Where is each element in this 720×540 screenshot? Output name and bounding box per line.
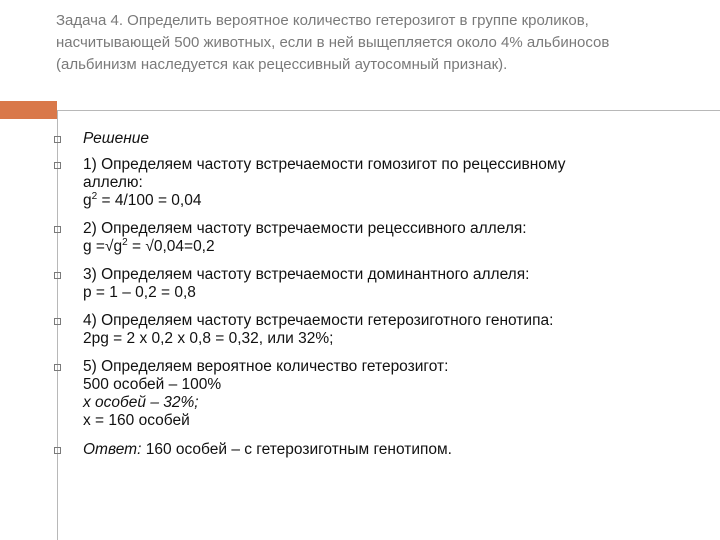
answer-text: 160 особей – с гетерозиготным генотипом.: [141, 441, 452, 458]
step-text: 4) Определяем частоту встречаемости гетерозиготного генотипа:: [83, 312, 554, 329]
square-bullet-icon: [54, 318, 61, 325]
step-text: х = 160 особей: [83, 412, 190, 429]
square-bullet-icon: [54, 364, 61, 371]
step-formula: $g^2 = 4/100 = 0,04$: [83, 190, 202, 209]
solution-heading: Решение: [83, 130, 150, 147]
title-line: насчитывающей 500 животных, если в ней выщепляется около 4% альбиносов: [56, 34, 610, 51]
title-line: Задача 4. Определить вероятное количество гетерозигот в группе кроликов,: [56, 12, 589, 29]
square-bullet-icon: [54, 136, 61, 143]
title-divider: [57, 110, 720, 111]
step-text: 3) Определяем частоту встречаемости доминантного аллеля:: [83, 266, 530, 283]
answer-line: [83, 441, 452, 459]
answer-label: Ответ:: [83, 441, 142, 458]
title-line: (альбинизм наследуется как рецессивный аутосомный признак).: [56, 56, 508, 73]
accent-bar: [0, 101, 57, 119]
step-text: 2) Определяем частоту встречаемости рецессивного аллеля:: [83, 220, 527, 237]
square-bullet-icon: [54, 226, 61, 233]
slide-title: [56, 10, 706, 76]
square-bullet-icon: [54, 162, 61, 169]
step-text: 5) Определяем вероятное количество гетерозигот:: [83, 358, 449, 375]
square-bullet-icon: [54, 447, 61, 454]
square-bullet-icon: [54, 272, 61, 279]
step-text: 500 особей – 100%: [83, 376, 222, 393]
step-text: аллелю:: [83, 174, 143, 191]
step-formula: 2pg = 2 х 0,2 х 0,8 = 0,32, или 32%;: [83, 330, 334, 347]
step-formula: $g =√g^2 = √0,04=0,2$: [83, 236, 215, 255]
step-text: х особей – 32%;: [83, 394, 199, 411]
step-formula: р = 1 – 0,2 = 0,8: [83, 284, 196, 301]
vertical-divider: [57, 111, 58, 540]
step-text: 1) Определяем частоту встречаемости гомозигот по рецессивному: [83, 156, 566, 173]
